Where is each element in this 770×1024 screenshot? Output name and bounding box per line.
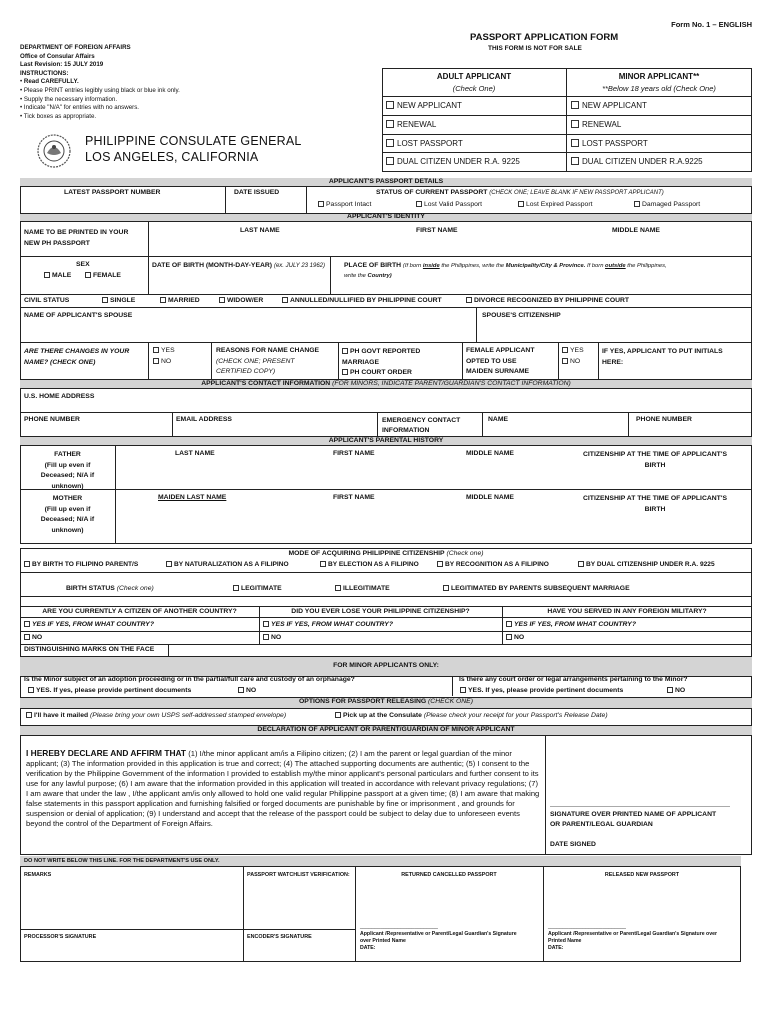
mode-birth-checkbox[interactable]: BY BIRTH TO FILIPINO PARENT/S — [24, 561, 138, 569]
spouse-name-label: NAME OF APPLICANT'S SPOUSE — [24, 312, 133, 319]
minor-dual-checkbox[interactable]: DUAL CITIZEN UNDER R.A.9225 — [571, 157, 703, 167]
checkbox-icon — [233, 585, 239, 591]
dept-name: DEPARTMENT OF FOREIGN AFFAIRS — [20, 44, 131, 51]
civil-status-label: CIVIL STATUS — [24, 297, 70, 304]
emergency-name-label: NAME — [488, 416, 509, 423]
adoption-no-checkbox[interactable]: NO — [238, 687, 256, 695]
checkbox-icon — [160, 297, 166, 303]
court-order-no-checkbox[interactable]: NO — [667, 687, 685, 695]
checkbox-icon — [571, 120, 579, 128]
checkbox-icon — [28, 687, 34, 693]
checkbox-icon — [153, 347, 159, 353]
checkbox-icon — [578, 561, 584, 567]
civil-single-checkbox[interactable]: SINGLE — [102, 297, 135, 305]
office-use-note: DO NOT WRITE BELOW THIS LINE. FOR THE DEPARTMENT'S USE ONLY. — [24, 858, 220, 864]
civil-married-checkbox[interactable]: MARRIED — [160, 297, 200, 305]
released-passport-label: RELEASED NEW PASSPORT — [604, 872, 680, 878]
q-lose-citizenship: DID YOU EVER LOSE YOUR PHILIPPINE CITIZENSHIP? — [291, 608, 470, 615]
revision: Last Revision: 15 JULY 2019 — [20, 61, 104, 69]
checkbox-icon — [466, 297, 472, 303]
mother-first-name-label: FIRST NAME — [333, 494, 375, 501]
spouse-citizenship-label: SPOUSE'S CITIZENSHIP — [482, 312, 561, 319]
minor-applicant-title: MINOR APPLICANT** — [618, 72, 700, 81]
sex-label: SEX — [76, 261, 90, 268]
signature-label: SIGNATURE OVER PRINTED NAME OF APPLICANT OR PARENT/LEGAL GUARDIAN — [550, 811, 717, 828]
adult-applicant-title: ADULT APPLICANT — [436, 72, 512, 81]
mother-label: MOTHER (Fill up even if Deceased; N/A if unknown) — [40, 495, 95, 534]
latest-passport-number-field[interactable] — [21, 198, 224, 212]
office-name: Office of Consular Affairs — [20, 52, 95, 60]
checkbox-icon — [571, 139, 579, 147]
section-minor: FOR MINOR APPLICANTS ONLY: — [333, 662, 439, 669]
checkbox-icon — [416, 201, 422, 207]
checkbox-icon — [506, 621, 512, 627]
sex-female-checkbox[interactable]: FEMALE — [85, 272, 121, 280]
checkbox-icon — [219, 297, 225, 303]
home-address-label: U.S. HOME ADDRESS — [24, 393, 95, 400]
checkbox-icon — [263, 634, 269, 640]
checkbox-icon — [506, 634, 512, 640]
emergency-contact-label: EMERGENCY CONTACT INFORMATION — [382, 417, 461, 434]
processor-signature-label: PROCESSOR'S SIGNATURE — [24, 934, 97, 940]
mode-recognition-checkbox[interactable]: BY RECOGNITION AS A FILIPINO — [437, 561, 549, 569]
instruction-item: • Read CAREFULLY. — [20, 78, 79, 86]
name-change-no-checkbox[interactable]: NO — [153, 358, 171, 366]
checkbox-icon — [318, 201, 324, 207]
checkbox-icon — [335, 585, 341, 591]
checkbox-icon — [102, 297, 108, 303]
q-another-citizenship: ARE YOU CURRENTLY A CITIZEN OF ANOTHER COUNTRY? — [42, 608, 237, 615]
checkbox-icon — [24, 621, 30, 627]
birth-status-label: BIRTH STATUS (Check one) — [66, 585, 154, 592]
instruction-item: • Indicate "N/A" for entries with no answers. — [20, 104, 140, 112]
spouse-citizenship-field[interactable] — [478, 322, 750, 340]
father-label: FATHER (Fill up even if Deceased; N/A if unknown) — [40, 451, 95, 490]
dob-label: DATE OF BIRTH (MONTH-DAY-YEAR) (ex. JULY 23 1962) — [152, 262, 326, 269]
checkbox-icon — [386, 101, 394, 109]
returned-signature-block: ___________________________ Applicant /Representative or Parent/Legal Guardian's Signature over Printed Name DATE: — [360, 924, 517, 951]
checkbox-icon — [238, 687, 244, 693]
female-maiden-label: FEMALE APPLICANT OPTED TO USE MAIDEN SURNAME — [466, 347, 535, 375]
minor-court-order-question: Is there any court order or legal arrangements pertaining to the Minor? — [459, 676, 688, 683]
latest-passport-number-label: LATEST PASSPORT NUMBER — [64, 189, 161, 196]
checkbox-icon — [571, 157, 579, 165]
checkbox-icon — [562, 358, 568, 364]
date-issued-field[interactable] — [226, 198, 305, 212]
checkbox-icon — [282, 297, 288, 303]
email-label: EMAIL ADDRESS — [176, 416, 232, 423]
checkbox-icon — [634, 201, 640, 207]
checkbox-icon — [153, 358, 159, 364]
father-first-name-label: FIRST NAME — [333, 450, 375, 457]
checkbox-icon — [342, 348, 348, 354]
distinguishing-marks-field[interactable] — [170, 645, 750, 655]
adult-lost-checkbox[interactable]: LOST PASSPORT — [386, 139, 463, 149]
instruction-item: • Tick boxes as appropriate. — [20, 112, 97, 120]
section-identity: APPLICANT'S IDENTITY — [347, 213, 425, 220]
initials-label: IF YES, APPLICANT TO PUT INITIALS HERE: — [602, 348, 723, 366]
last-name-field[interactable] — [150, 236, 345, 254]
mother-middle-name-label: MIDDLE NAME — [466, 494, 514, 501]
reason-court-order-checkbox[interactable]: PH COURT ORDER — [342, 369, 412, 377]
minor-applicant-sub: **Below 18 years old (Check One) — [602, 84, 716, 93]
checkbox-icon — [342, 369, 348, 375]
first-name-field[interactable] — [347, 236, 547, 254]
checkbox-icon — [386, 157, 394, 165]
instruction-item: • Please PRINT entries legibly using black or blue ink only. — [20, 86, 180, 94]
name-to-print-label: NAME TO BE PRINTED IN YOUR NEW PH PASSPORT — [24, 229, 129, 247]
page-subtitle: THIS FORM IS NOT FOR SALE — [488, 45, 582, 52]
q-foreign-military: HAVE YOU SERVED IN ANY FOREIGN MILITARY? — [547, 608, 707, 615]
reason-marriage-checkbox[interactable]: PH GOVT REPORTED MARRIAGE — [342, 348, 421, 366]
returned-passport-label: RETURNED CANCELLED PASSPORT — [401, 872, 497, 878]
birth-legitimated-checkbox[interactable]: LEGITIMATED BY PARENTS SUBSEQUENT MARRIAGE — [443, 585, 630, 593]
page-title: PASSPORT APPLICATION FORM — [470, 32, 619, 43]
checkbox-icon — [26, 712, 32, 718]
middle-name-field[interactable] — [549, 236, 749, 254]
consulate-location: LOS ANGELES, CALIFORNIA — [85, 150, 259, 164]
passport-status-label: STATUS OF CURRENT PASSPORT (CHECK ONE; LEAVE BLANK IF NEW PASSPORT APPLICANT) — [376, 189, 664, 196]
mother-maiden-last-name-label: MAIDEN LAST NAME — [158, 494, 227, 501]
father-name-field[interactable] — [117, 462, 557, 487]
status-intact-checkbox[interactable]: Passport Intact — [318, 201, 371, 209]
maiden-no-checkbox[interactable]: NO — [562, 358, 580, 366]
date-signed-label: DATE SIGNED — [550, 841, 596, 848]
sex-male-checkbox[interactable]: MALE — [44, 272, 71, 280]
name-change-reasons-label: REASONS FOR NAME CHANGE (CHECK ONE; PRESENT CERTIFIED COPY) — [216, 347, 320, 375]
spouse-name-field[interactable] — [22, 322, 474, 340]
middle-name-label: MIDDLE NAME — [612, 227, 660, 234]
mode-election-checkbox[interactable]: BY ELECTION AS A FILIPINO — [320, 561, 419, 569]
checkbox-icon — [335, 712, 341, 718]
mode-naturalization-checkbox[interactable]: BY NATURALIZATION AS A FILIPINO — [166, 561, 289, 569]
release-pickup-checkbox[interactable]: Pick up at the Consulate (Please check your receipt for your Passport's Release Date) — [335, 712, 608, 720]
section-releasing: OPTIONS FOR PASSPORT RELEASING (CHECK ONE) — [299, 698, 473, 705]
father-citizenship-label: CITIZENSHIP AT THE TIME OF APPLICANT'S BIRTH — [583, 451, 727, 469]
checkbox-icon — [460, 687, 466, 693]
court-order-yes-checkbox[interactable]: YES. If yes, please provide pertinent documents — [460, 687, 623, 695]
adult-renewal-checkbox[interactable]: RENEWAL — [386, 120, 436, 130]
signature-field[interactable] — [550, 740, 748, 804]
header-info — [20, 44, 180, 121]
remarks-label: REMARKS — [24, 872, 52, 878]
home-address-field[interactable] — [22, 402, 750, 411]
minor-new-checkbox[interactable]: NEW APPLICANT — [571, 101, 647, 111]
checkbox-icon — [24, 561, 30, 567]
mode-dual-checkbox[interactable]: BY DUAL CITIZENSHIP UNDER R.A. 9225 — [578, 561, 715, 569]
checkbox-icon — [85, 272, 91, 278]
release-mail-checkbox[interactable]: I'll have it mailed (Please bring your own USPS self-addressed stamped envelope) — [26, 712, 286, 720]
philippine-seal-icon — [36, 133, 72, 169]
maiden-yes-checkbox[interactable]: YES — [562, 347, 584, 355]
status-lost-valid-checkbox[interactable]: Lost Valid Passport — [416, 201, 482, 209]
civil-annulled-checkbox[interactable]: ANNULLED/NULLIFIED BY PHILIPPINE COURT — [282, 297, 442, 305]
consulate-name: PHILIPPINE CONSULATE GENERAL — [85, 134, 302, 148]
name-changes-question: ARE THERE CHANGES IN YOUR NAME? (CHECK ONE) — [24, 348, 130, 366]
checkbox-icon — [518, 201, 524, 207]
adoption-yes-checkbox[interactable]: YES. If yes, please provide pertinent documents — [28, 687, 191, 695]
pob-field[interactable] — [332, 281, 750, 293]
watchlist-label: PASSPORT WATCHLIST VERIFICATION: — [247, 872, 350, 878]
initials-field[interactable] — [625, 356, 750, 376]
checkbox-icon — [166, 561, 172, 567]
minor-lost-checkbox[interactable]: LOST PASSPORT — [571, 139, 648, 149]
status-damaged-checkbox[interactable]: Damaged Passport — [634, 201, 700, 209]
pob-label: PLACE OF BIRTH (If born inside the Philippines, write the Municipality/City & Province. If born outside the Philippines, write the Country) — [344, 262, 667, 279]
released-signature-block: ___________________________ Applicant /Representative or Parent/Legal Guardian's Signature over Printed Name DATE: — [548, 924, 718, 951]
first-name-label: FIRST NAME — [416, 227, 458, 234]
checkbox-icon — [437, 561, 443, 567]
q1-yes-checkbox[interactable]: YES IF YES, FROM WHAT COUNTRY? — [24, 621, 154, 629]
checkbox-icon — [263, 621, 269, 627]
q3-no-checkbox[interactable]: NO — [506, 634, 524, 642]
checkbox-icon — [667, 687, 673, 693]
checkbox-icon — [386, 120, 394, 128]
birth-illegitimate-checkbox[interactable]: ILLEGITIMATE — [335, 585, 390, 593]
q2-yes-checkbox[interactable]: YES IF YES, FROM WHAT COUNTRY? — [263, 621, 393, 629]
q2-no-checkbox[interactable]: NO — [263, 634, 281, 642]
adult-dual-checkbox[interactable]: DUAL CITIZEN UNDER R.A. 9225 — [386, 157, 520, 167]
checkbox-icon — [44, 272, 50, 278]
adult-new-checkbox[interactable]: NEW APPLICANT — [386, 101, 462, 111]
checkbox-icon — [320, 561, 326, 567]
checkbox-icon — [562, 347, 568, 353]
section-citizenship-mode: MODE OF ACQUIRING PHILIPPINE CITIZENSHIP (Check one) — [288, 550, 484, 557]
distinguishing-marks-label: DISTINGUISHING MARKS ON THE FACE — [24, 646, 155, 653]
minor-renewal-checkbox[interactable]: RENEWAL — [571, 120, 621, 130]
instructions-label: INSTRUCTIONS: — [20, 69, 69, 77]
mother-name-field[interactable] — [117, 508, 557, 542]
checkbox-icon — [24, 634, 30, 640]
last-name-label: LAST NAME — [240, 227, 280, 234]
section-declaration: DECLARATION OF APPLICANT OR PARENT/GUARDIAN OF MINOR APPLICANT — [257, 726, 515, 733]
civil-widow-checkbox[interactable]: WIDOW/ER — [219, 297, 263, 305]
section-contact: APPLICANT'S CONTACT INFORMATION (FOR MINORS, INDICATE PARENT/GUARDIAN'S CONTACT INFORMATION) — [201, 380, 571, 387]
declaration-text: I HEREBY DECLARE AND AFFIRM THAT (1) I/the minor applicant am/is a Filipino citizen; (2) I am the parent or legal guardian of the minor applicant; (3) The information provided in this application is true and correct; (4) The attached supporting documents are authentic; (5) I consent to the verification by the Philippine Government of the information I provided to establish my/the minor applicant's personal particulars and further consent to its use for any lawful purpose; (6) I am aware that the information provided in this application will treated in accordance with relevant privacy regulations; (7) I am aware that under the law , I/the applicant am/is only allowed to hold one valid regular Philippine passport at a given time; (8) I am aware that making false statements in this passport application and furnishing falsified or forged documents are punishable by fine or imprisonment , and grounds for suspension or denial of application; (9) I understand and accept that the release of the passport could be subject to delay due to unforeseen events beyond the control of the Department of Foreign Affairs. — [26, 748, 540, 828]
status-lost-expired-checkbox[interactable]: Lost Expired Passport — [518, 201, 593, 209]
checkbox-icon — [571, 101, 579, 109]
checkbox-icon — [386, 139, 394, 147]
civil-divorce-checkbox[interactable]: DIVORCE RECOGNIZED BY PHILIPPINE COURT — [466, 297, 629, 305]
q1-no-checkbox[interactable]: NO — [24, 634, 42, 642]
encoder-signature-label: ENCODER'S SIGNATURE — [247, 934, 312, 940]
phone-number-label: PHONE NUMBER — [24, 416, 80, 423]
date-issued-label: DATE ISSUED — [234, 189, 280, 196]
name-change-yes-checkbox[interactable]: YES — [153, 347, 175, 355]
section-parental: APPLICANT'S PARENTAL HISTORY — [328, 437, 444, 444]
mother-citizenship-label: CITIZENSHIP AT THE TIME OF APPLICANT'S BIRTH — [583, 495, 727, 513]
section-passport-details: APPLICANT'S PASSPORT DETAILS — [328, 178, 444, 185]
form-number: Form No. 1 – ENGLISH — [671, 20, 752, 29]
father-last-name-label: LAST NAME — [175, 450, 215, 457]
q3-yes-checkbox[interactable]: YES IF YES, FROM WHAT COUNTRY? — [506, 621, 636, 629]
birth-legitimate-checkbox[interactable]: LEGITIMATE — [233, 585, 282, 593]
adult-applicant-sub: (Check One) — [452, 84, 496, 93]
father-middle-name-label: MIDDLE NAME — [466, 450, 514, 457]
dob-field[interactable] — [150, 272, 328, 292]
emergency-phone-label: PHONE NUMBER — [636, 416, 692, 423]
checkbox-icon — [443, 585, 449, 591]
minor-adoption-question: Is the Minor subject of an adoption proceeding or in the partial/full care and custody of an orphanage? — [24, 676, 355, 683]
instruction-item: • Supply the necessary information. — [20, 95, 118, 103]
